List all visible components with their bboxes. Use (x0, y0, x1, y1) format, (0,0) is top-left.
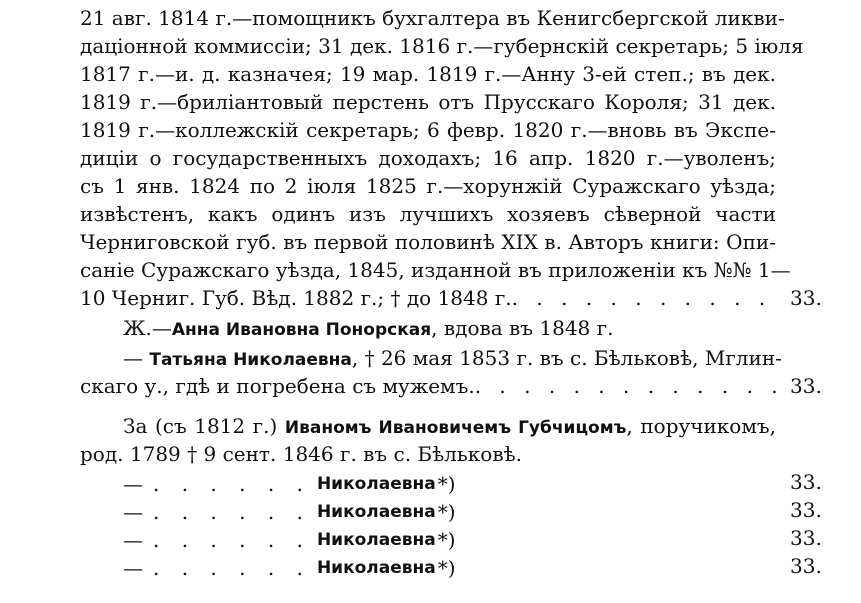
entry-name: Николаевна (316, 530, 436, 550)
entry-name: Николаевна (316, 558, 436, 578)
entry-line-2: даціонной коммиссіи; 31 дек. 1816 г.—губернскій секретарь; 5 іюля (80, 34, 804, 58)
husband-line-2: род. 1789 † 9 сент. 1846 г. въ с. Бѣльковѣ. (80, 442, 522, 466)
short-entry-2 (123, 500, 456, 524)
dot-leader (153, 472, 311, 496)
short-entry-4 (123, 556, 456, 580)
wife-prefix: Ж.— (123, 316, 172, 340)
entry-note: *) (437, 556, 456, 580)
page-ref-entry-3: 33. (790, 526, 822, 550)
page-ref-main: 33. (790, 286, 822, 310)
husband-prefix: За (съ 1812 г.) (123, 414, 285, 438)
entry-line-4: 1819 г.—бриліантовый перстень отъ Прусскаго Короля; 31 дек. (80, 90, 776, 114)
daughter-name: Татьяна Николаевна (149, 350, 352, 370)
husband-name: Иваномъ Ивановичемъ Губчицомъ (284, 418, 627, 438)
entry-line-11-text: 10 Черниг. Губ. Вѣд. 1882 г.; † до 1848 г. (80, 286, 512, 310)
entry-note: *) (437, 472, 456, 496)
entry-note: *) (437, 500, 456, 524)
dot-leader (153, 528, 311, 552)
page-ref-daughter: 33. (790, 374, 822, 398)
daughter-rest: , † 26 мая 1853 г. въ с. Бѣльковѣ, Мглин- (351, 346, 782, 370)
entry-line-8: извѣстенъ, какъ одинъ изъ лучшихъ хозяевъ сѣверной части (80, 202, 776, 226)
entry-line-5: 1819 г.—коллежскій секретарь; 6 февр. 1820 г.—вновь въ Экспе- (80, 118, 776, 142)
entry-line-6: диціи о государственныхъ доходахъ; 16 апр. 1820 г.—уволенъ; (80, 146, 776, 170)
page-ref-entry-4: 33. (790, 554, 822, 578)
entry-note: *) (437, 528, 456, 552)
entry-line-3: 1817 г.—и. д. казначея; 19 мар. 1819 г.—Анну 3-ей степ.; въ дек. (80, 62, 776, 86)
entry-name: Николаевна (316, 502, 436, 522)
entry-dash: — (123, 472, 143, 496)
wife-name: Анна Ивановна Понорская (171, 320, 432, 340)
entry-line-11 (80, 286, 776, 310)
wife-line (123, 316, 776, 342)
dot-leader (153, 556, 311, 580)
entry-dash: — (123, 528, 143, 552)
entry-dash: — (123, 500, 143, 524)
short-entry-1 (123, 472, 456, 496)
entry-line-9: Черниговской губ. въ первой половинѣ XIX в. Авторъ книги: Опи- (80, 230, 776, 254)
entry-line-1: 21 авг. 1814 г.—помощникъ бухгалтера въ Кенигсбергской ликви- (80, 6, 785, 30)
entry-name: Николаевна (316, 474, 436, 494)
dot-leader (512, 286, 776, 310)
dot-leader (475, 374, 776, 398)
husband-rest: , поручикомъ, (626, 414, 776, 438)
husband-line-1 (123, 414, 776, 440)
daughter-line-1 (123, 346, 782, 372)
page-ref-entry-2: 33. (790, 498, 822, 522)
entry-line-10: саніе Суражскаго уѣзда, 1845, изданной въ приложеніи къ №№ 1— (80, 258, 791, 282)
daughter-dash: — (123, 346, 143, 370)
entry-dash: — (123, 556, 143, 580)
daughter-line-2-text: скаго у., гдѣ и погребена съ мужемъ. (80, 374, 475, 398)
wife-rest: , вдова въ 1848 г. (431, 316, 614, 340)
daughter-line-2 (80, 374, 776, 398)
entry-line-7: съ 1 янв. 1824 по 2 іюля 1825 г.—хорунжій Суражскаго уѣзда; (80, 174, 776, 198)
page-ref-entry-1: 33. (790, 470, 822, 494)
dot-leader (153, 500, 311, 524)
short-entry-3 (123, 528, 456, 552)
